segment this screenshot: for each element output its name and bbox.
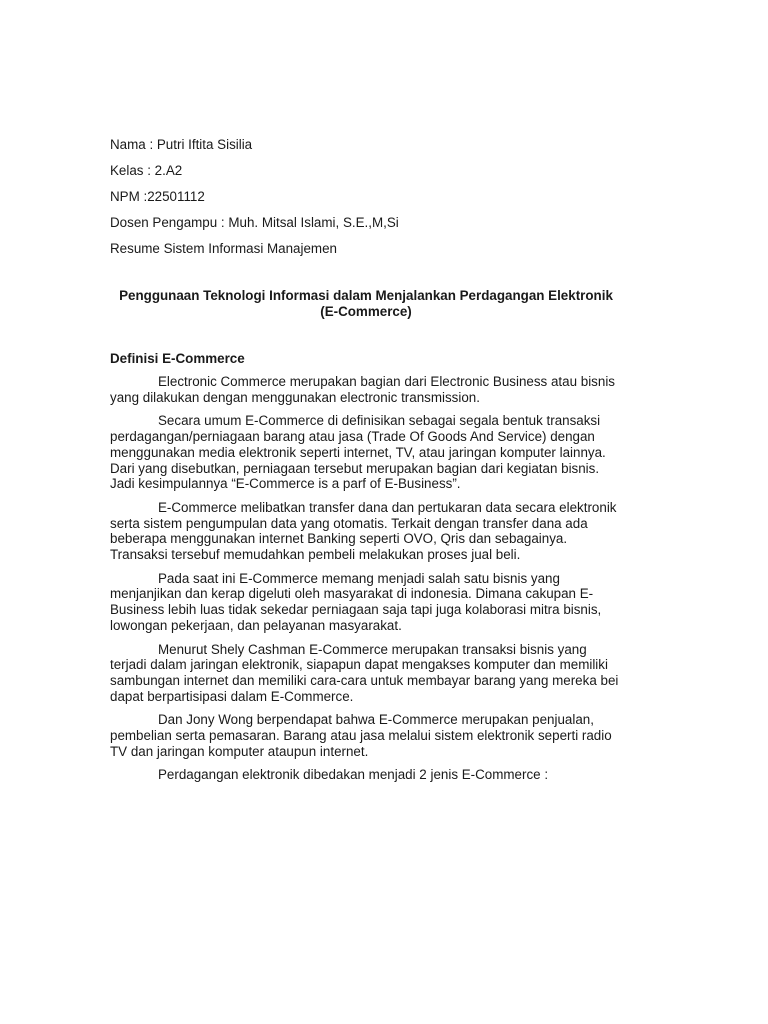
paragraph: Menurut Shely Cashman E-Commerce merupakan transaksi bisnis yang terjadi dalam jaringan elektronik, siapapun dapat mengakses komputer dan memiliki sambungan internet dan memiliki cara-cara untuk membayar barang yang mereka bei dapat berpartisipasi dalam E-Commerce. — [110, 641, 619, 704]
document-title: Penggunaan Teknologi Informasi dalam Menjalankan Perdagangan Elektronik (E-Commerce) — [119, 287, 613, 319]
paragraph: Secara umum E-Commerce di definisikan sebagai segala bentuk transaksi perdagangan/perniagaan barang atau jasa (Trade Of Goods And Service) dengan menggunakan media elektronik seperti internet, TV, atau jaringan komputer lainnya. Dari yang disebutkan, perniagaan tersebut merupakan bagian dari kegiatan bisnis. Jadi kesimpulannya “E-Commerce is a parf of E-Business”. — [110, 413, 606, 492]
paragraph: Electronic Commerce merupakan bagian dari Electronic Business atau bisnis yang dilakukan dengan menggunakan electronic transmission. — [110, 374, 615, 405]
lecturer-name: Dosen Pengampu : Muh. Mitsal Islami, S.E.,M,Si — [110, 215, 399, 230]
section-heading: Definisi E-Commerce — [110, 350, 245, 366]
student-class: Kelas : 2.A2 — [110, 163, 183, 178]
course-title: Resume Sistem Informasi Manajemen — [110, 241, 337, 256]
document-content — [110, 137, 622, 791]
paragraph: E-Commerce melibatkan transfer dana dan pertukaran data secara elektronik serta sistem pengumpulan data yang otomatis. Terkait dengan transfer dana ada beberapa menggunakan internet Banking seperti OVO, Qris dan sebagainya. Transaksi tersebuf memudahkan pembeli melakukan proses jual beli. — [110, 499, 617, 563]
paragraph: Dan Jony Wong berpendapat bahwa E-Commerce merupakan penjualan, pembelian serta pemasaran. Barang atau jasa melalui sistem elektronik seperti radio TV dan jaringan komputer ataupun internet. — [110, 712, 612, 759]
paragraph: Perdagangan elektronik dibedakan menjadi 2 jenis E-Commerce : — [158, 767, 549, 783]
paragraph: Pada saat ini E-Commerce memang menjadi salah satu bisnis yang menjanjikan dan kerap digeluti oleh masyarakat di indonesia. Dimana cakupan E-Business lebih luas tidak sekedar perniagaan saja tapi juga kolaborasi mitra bisnis, lowongan pekerjaan, dan pelayanan masyarakat. — [110, 570, 602, 633]
student-npm: NPM :22501112 — [110, 189, 205, 204]
student-name: Nama : Putri Iftita Sisilia — [110, 137, 253, 152]
